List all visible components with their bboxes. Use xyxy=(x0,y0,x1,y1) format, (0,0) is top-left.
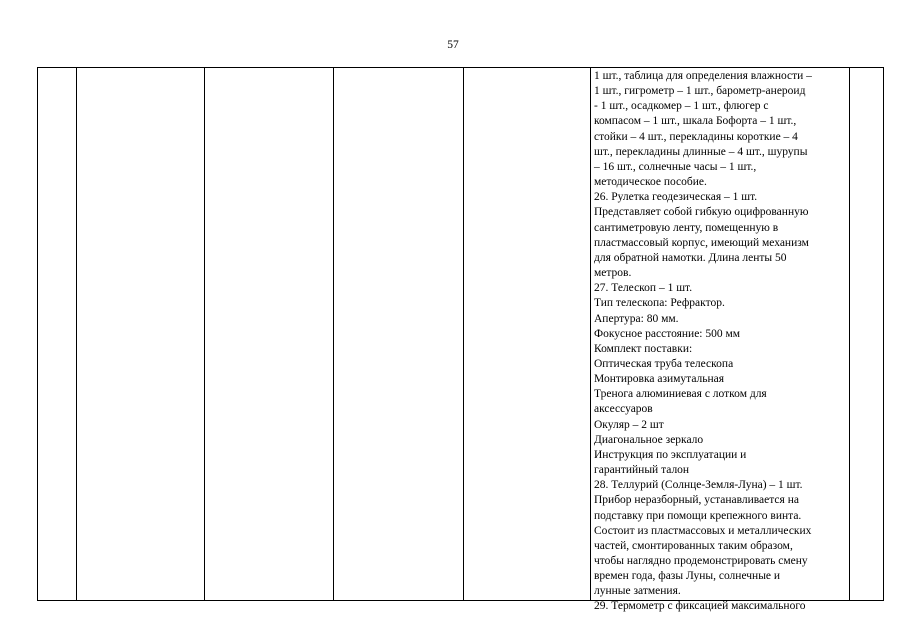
description-line: частей, смонтированных таким образом, xyxy=(594,539,793,552)
description-line: подставку при помощи крепежного винта. xyxy=(594,509,802,522)
column-divider xyxy=(204,68,205,600)
description-line: Тип телескопа: Рефрактор. xyxy=(594,297,725,310)
description-line: 28. Теллурий (Солнце-Земля-Луна) – 1 шт. xyxy=(594,479,803,492)
description-line: шт., перекладины длинные – 4 шт., шурупы xyxy=(594,145,808,158)
description-line: 1 шт., гигрометр – 1 шт., барометр-анероид xyxy=(594,85,806,98)
description-line: 1 шт., таблица для определения влажности – xyxy=(594,70,812,82)
description-line: чтобы наглядно продемонстрировать смену xyxy=(594,555,808,567)
equipment-description-cell xyxy=(594,69,844,615)
description-line: гарантийный талон xyxy=(594,464,690,477)
description-line: – 16 шт., солнечные часы – 1 шт., xyxy=(594,160,757,173)
description-line: для обратной намотки. Длина ленты 50 xyxy=(594,251,787,264)
description-line: - 1 шт., осадкомер – 1 шт., флюгер с xyxy=(594,100,769,113)
description-line: методическое пособие. xyxy=(594,176,707,189)
description-line: времен года, фазы Луны, солнечные и xyxy=(594,570,781,583)
description-line: стойки – 4 шт., перекладины короткие – 4 xyxy=(594,130,798,143)
equipment-table xyxy=(37,67,884,613)
column-divider xyxy=(590,68,591,600)
description-line: метров. xyxy=(594,267,632,280)
description-line: 27. Телескоп – 1 шт. xyxy=(594,282,693,295)
description-line: сантиметровую ленту, помещенную в xyxy=(594,221,779,234)
description-line: Представляет собой гибкую оцифрованную xyxy=(594,206,809,219)
description-line: Состоит из пластмассовых и металлических xyxy=(594,524,812,537)
description-line: Фокусное расстояние: 500 мм xyxy=(594,327,741,340)
column-divider xyxy=(849,68,850,600)
description-line: Тренога алюминиевая с лотком для xyxy=(594,388,767,401)
description-line: 26. Рулетка геодезическая – 1 шт. xyxy=(594,191,758,204)
description-line: лунные затмения. xyxy=(594,585,681,598)
description-line: Диагональное зеркало xyxy=(594,433,704,446)
description-line: компасом – 1 шт., шкала Бофорта – 1 шт., xyxy=(594,115,797,128)
description-line: Инструкция по эксплуатации и xyxy=(594,448,747,461)
page-number: 57 xyxy=(447,39,459,51)
description-line: Окуляр – 2 шт xyxy=(594,418,664,431)
column-divider xyxy=(76,68,77,600)
description-line: Прибор неразборный, устанавливается на xyxy=(594,494,799,507)
description-line: пластмассовый корпус, имеющий механизм xyxy=(594,236,809,249)
description-line: Апертура: 80 мм. xyxy=(594,312,679,325)
description-line: аксессуаров xyxy=(594,403,653,416)
description-line: Монтировка азимутальная xyxy=(594,373,725,386)
column-divider xyxy=(333,68,334,600)
description-line: Комплект поставки: xyxy=(594,342,693,355)
description-line: Оптическая труба телескопа xyxy=(594,357,734,370)
column-divider xyxy=(463,68,464,600)
description-line: 29. Термометр с фиксацией максимального xyxy=(594,600,806,613)
